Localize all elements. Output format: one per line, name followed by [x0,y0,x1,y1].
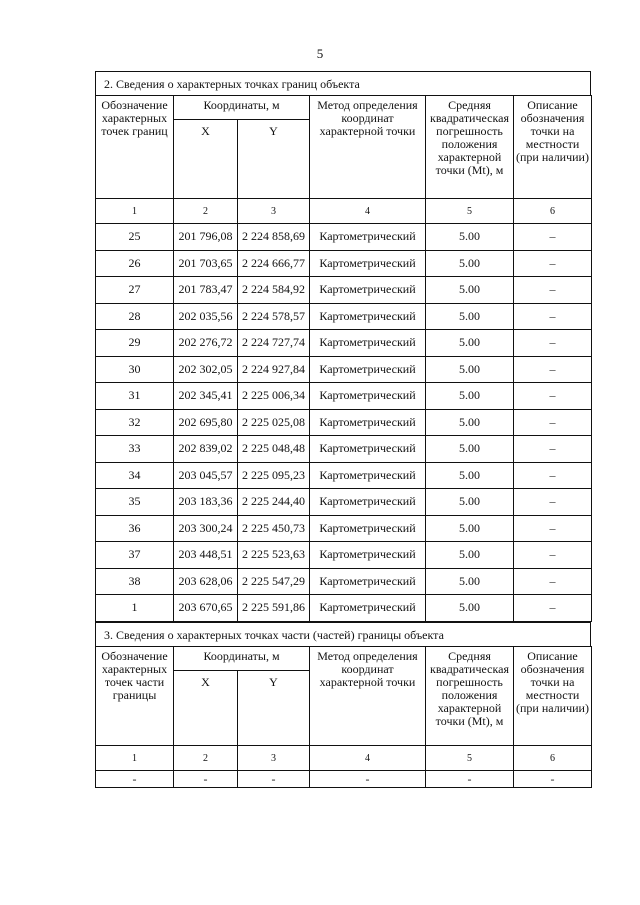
section-title: 2. Сведения о характерных точках границ объекта [95,71,591,95]
point-number-cell: 36 [96,515,174,542]
point-number-cell: 1 [96,595,174,622]
header-y: Y [238,120,310,199]
column-number: 6 [514,746,592,771]
description-cell: – [514,330,592,357]
error-cell: 5.00 [426,303,514,330]
header-error: Средняя квадратическая погрешность положения характерной точки (Mt), м [426,647,514,746]
method-cell: Картометрический [310,224,426,251]
method-cell: Картометрический [310,383,426,410]
description-cell: - [514,771,592,788]
error-cell: 5.00 [426,224,514,251]
table-row [96,224,592,251]
method-cell: Картометрический [310,277,426,304]
header-method: Метод определения координат характерной точки [310,647,426,746]
error-cell: - [426,771,514,788]
y-coordinate-cell: 2 224 666,77 [238,250,310,277]
method-cell: Картометрический [310,515,426,542]
y-coordinate-cell: 2 224 584,92 [238,277,310,304]
header-coordinates: Координаты, м [174,96,310,120]
point-number-cell: 33 [96,436,174,463]
column-number: 1 [96,746,174,771]
table-row [96,250,592,277]
x-coordinate-cell: 203 670,65 [174,595,238,622]
error-cell: 5.00 [426,409,514,436]
description-cell: – [514,383,592,410]
point-number-cell: 25 [96,224,174,251]
column-number: 3 [238,199,310,224]
header-x: X [174,120,238,199]
page-number: 5 [316,46,324,61]
x-coordinate-cell: 203 448,51 [174,542,238,569]
x-coordinate-cell: 201 796,08 [174,224,238,251]
table-row [96,277,592,304]
x-coordinate-cell: 203 045,57 [174,462,238,489]
table-row [96,771,592,788]
table-row [96,489,592,516]
error-cell: 5.00 [426,277,514,304]
boundary-points-section [95,71,591,622]
column-number: 4 [310,746,426,771]
x-coordinate-cell: - [174,771,238,788]
table-row [96,515,592,542]
description-cell: – [514,568,592,595]
y-coordinate-cell: 2 225 450,73 [238,515,310,542]
method-cell: Картометрический [310,330,426,357]
column-number: 4 [310,199,426,224]
header-description: Описание обозначения точки на местности (при наличии) [514,647,592,746]
description-cell: – [514,250,592,277]
y-coordinate-cell: 2 225 025,08 [238,409,310,436]
y-coordinate-cell: 2 225 244,40 [238,489,310,516]
header-coordinates: Координаты, м [174,647,310,671]
header-description: Описание обозначения точки на местности (при наличии) [514,96,592,199]
x-coordinate-cell: 201 783,47 [174,277,238,304]
method-cell: Картометрический [310,462,426,489]
table-row [96,436,592,463]
column-number: 3 [238,746,310,771]
x-coordinate-cell: 202 839,02 [174,436,238,463]
point-number-cell: 34 [96,462,174,489]
description-cell: – [514,303,592,330]
description-cell: – [514,436,592,463]
point-number-cell: - [96,771,174,788]
column-numbers-row [96,746,592,771]
column-number: 2 [174,746,238,771]
point-number-cell: 31 [96,383,174,410]
y-coordinate-cell: 2 224 727,74 [238,330,310,357]
description-cell: – [514,489,592,516]
error-cell: 5.00 [426,568,514,595]
point-number-cell: 32 [96,409,174,436]
table-row [96,303,592,330]
x-coordinate-cell: 202 345,41 [174,383,238,410]
error-cell: 5.00 [426,330,514,357]
point-number-cell: 35 [96,489,174,516]
x-coordinate-cell: 203 628,06 [174,568,238,595]
header-error: Средняя квадратическая погрешность положения характерной точки (Mt), м [426,96,514,199]
y-coordinate-cell: 2 225 591,86 [238,595,310,622]
x-coordinate-cell: 202 302,05 [174,356,238,383]
header-designation: Обозначение характерных точек части границы [96,647,174,746]
column-number: 5 [426,199,514,224]
description-cell: – [514,277,592,304]
y-coordinate-cell: 2 224 927,84 [238,356,310,383]
error-cell: 5.00 [426,542,514,569]
section-title: 3. Сведения о характерных точках части (частей) границы объекта [95,622,591,646]
method-cell: Картометрический [310,595,426,622]
column-numbers-row [96,199,592,224]
description-cell: – [514,224,592,251]
table-row [96,568,592,595]
table-row [96,542,592,569]
y-coordinate-cell: 2 225 095,23 [238,462,310,489]
x-coordinate-cell: 201 703,65 [174,250,238,277]
description-cell: – [514,515,592,542]
error-cell: 5.00 [426,250,514,277]
x-coordinate-cell: 202 276,72 [174,330,238,357]
method-cell: Картометрический [310,356,426,383]
method-cell: Картометрический [310,568,426,595]
error-cell: 5.00 [426,462,514,489]
x-coordinate-cell: 203 183,36 [174,489,238,516]
point-number-cell: 38 [96,568,174,595]
description-cell: – [514,409,592,436]
table-row [96,356,592,383]
method-cell: Картометрический [310,489,426,516]
column-number: 2 [174,199,238,224]
x-coordinate-cell: 202 695,80 [174,409,238,436]
point-number-cell: 27 [96,277,174,304]
part-boundary-points-table [95,646,592,788]
error-cell: 5.00 [426,436,514,463]
y-coordinate-cell: 2 225 523,63 [238,542,310,569]
y-coordinate-cell: 2 224 858,69 [238,224,310,251]
table-row [96,462,592,489]
header-x: X [174,671,238,746]
error-cell: 5.00 [426,356,514,383]
table-row [96,595,592,622]
method-cell: Картометрический [310,409,426,436]
method-cell: Картометрический [310,542,426,569]
part-boundary-points-section [95,622,591,788]
point-number-cell: 29 [96,330,174,357]
point-number-cell: 37 [96,542,174,569]
method-cell: Картометрический [310,436,426,463]
point-number-cell: 26 [96,250,174,277]
method-cell: Картометрический [310,303,426,330]
method-cell: Картометрический [310,250,426,277]
y-coordinate-cell: 2 225 547,29 [238,568,310,595]
boundary-points-table [95,95,592,622]
error-cell: 5.00 [426,515,514,542]
table-row [96,409,592,436]
column-number: 6 [514,199,592,224]
column-number: 1 [96,199,174,224]
x-coordinate-cell: 203 300,24 [174,515,238,542]
error-cell: 5.00 [426,489,514,516]
x-coordinate-cell: 202 035,56 [174,303,238,330]
description-cell: – [514,542,592,569]
y-coordinate-cell: 2 224 578,57 [238,303,310,330]
y-coordinate-cell: 2 225 006,34 [238,383,310,410]
y-coordinate-cell: - [238,771,310,788]
header-designation: Обозначение характерных точек границ [96,96,174,199]
description-cell: – [514,595,592,622]
point-number-cell: 28 [96,303,174,330]
method-cell: - [310,771,426,788]
error-cell: 5.00 [426,383,514,410]
description-cell: – [514,462,592,489]
point-number-cell: 30 [96,356,174,383]
table-row [96,330,592,357]
error-cell: 5.00 [426,595,514,622]
y-coordinate-cell: 2 225 048,48 [238,436,310,463]
description-cell: – [514,356,592,383]
table-row [96,383,592,410]
header-method: Метод определения координат характерной точки [310,96,426,199]
column-number: 5 [426,746,514,771]
header-y: Y [238,671,310,746]
